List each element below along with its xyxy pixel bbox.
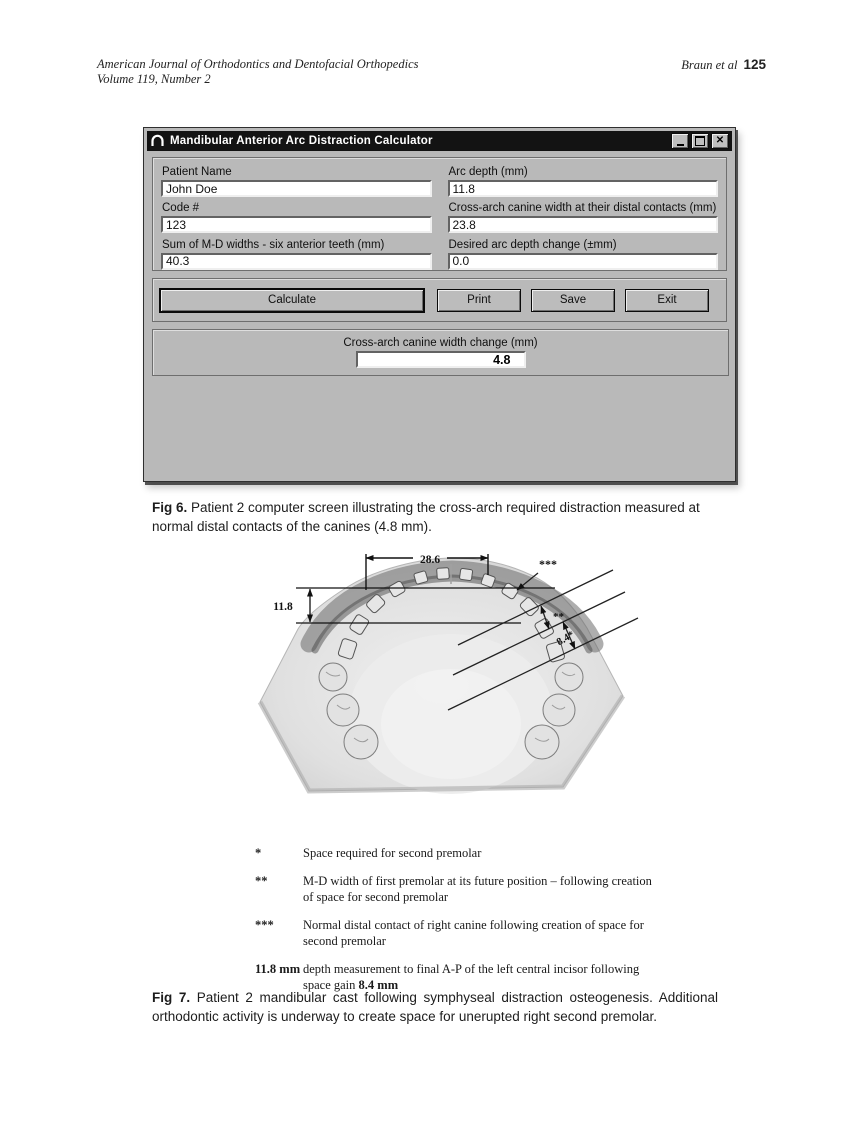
field-md-widths-sum <box>161 234 432 270</box>
field-desired-depth-change <box>448 234 719 270</box>
save-button[interactable]: Save <box>531 289 615 312</box>
field-code <box>161 197 432 233</box>
dental-cast-photo <box>260 558 623 794</box>
footnote-text: depth measurement to final A-P of the left central incisor following space gain <box>303 961 640 992</box>
canine-width-input[interactable] <box>448 216 719 233</box>
premolar-width-marker: ** <box>553 611 564 623</box>
author-citation: Braun et al <box>681 58 738 72</box>
md-widths-sum-input[interactable] <box>161 253 432 270</box>
fig7-caption <box>152 988 718 1026</box>
print-button[interactable]: Print <box>437 289 521 312</box>
journal-volume: Volume 119, Number 2 <box>97 72 211 86</box>
code-label: Code # <box>162 202 200 215</box>
minimize-icon <box>677 144 684 146</box>
field-patient-name <box>161 161 432 197</box>
field-canine-width <box>448 197 719 233</box>
space-gain-marker: 8.4* <box>555 629 577 649</box>
close-icon: ✕ <box>715 135 725 146</box>
fig7-text: Patient 2 mandibular cast following symphyseal distraction osteogenesis. Additional orthodontic activity is underway to create space for unerupted right second premolar. <box>152 990 718 1024</box>
window-title: Mandibular Anterior Arc Distraction Calculator <box>170 135 433 147</box>
footnote-row <box>255 917 653 950</box>
window-titlebar[interactable] <box>147 131 732 151</box>
maximize-button[interactable] <box>691 133 709 149</box>
close-button[interactable] <box>711 133 729 149</box>
field-arc-depth <box>448 161 719 197</box>
desired-depth-change-label: Desired arc depth change (±mm) <box>448 238 617 251</box>
canine-contact-marker: *** <box>539 557 557 571</box>
arc-depth-label: Arc depth (mm) <box>448 166 528 178</box>
arch-width-value: 28.6 <box>419 554 441 566</box>
input-fields-panel <box>152 157 727 271</box>
fig6-text: Patient 2 computer screen illustrating the cross-arch required distraction measured at normal distal contacts of the canines (4.8 mm). <box>152 500 700 534</box>
buttons-panel <box>152 278 727 322</box>
arc-depth-input[interactable] <box>448 180 719 197</box>
maximize-icon <box>695 136 705 146</box>
patient-name-input[interactable] <box>161 180 432 197</box>
minimize-button[interactable] <box>671 133 689 149</box>
calculate-button[interactable]: Calculate <box>160 289 424 312</box>
result-value-input[interactable] <box>356 351 526 368</box>
page-number: 125 <box>743 57 766 72</box>
md-widths-sum-label: Sum of M-D widths - six anterior teeth (mm) <box>162 238 385 251</box>
footnote-bold-text: 8.4 mm <box>358 978 399 992</box>
journal-title: American Journal of Orthodontics and Dentofacial Orthopedics <box>97 57 419 71</box>
footnote-symbol: 11.8 mm <box>255 961 301 976</box>
footnote-text: Normal distal contact of right canine following creation of space for second premolar <box>303 917 644 948</box>
footnote-text: Space required for second premolar <box>303 846 482 860</box>
calculator-window <box>143 127 736 482</box>
result-label: Cross-arch canine width change (mm) <box>343 337 538 349</box>
footnote-symbol: * <box>255 846 262 860</box>
patient-name-label: Patient Name <box>162 166 232 178</box>
page-header-right <box>681 57 766 73</box>
mandibular-cast-figure <box>253 542 655 836</box>
result-panel <box>152 329 729 376</box>
fig6-label: Fig 6. <box>152 500 188 515</box>
footnote-symbol: ** <box>255 873 268 888</box>
journal-header <box>97 57 419 87</box>
exit-button[interactable]: Exit <box>625 289 709 312</box>
canine-width-label: Cross-arch canine width at their distal contacts (mm) <box>448 202 717 215</box>
desired-depth-change-input[interactable] <box>448 253 719 270</box>
fig7-label: Fig 7. <box>152 990 191 1005</box>
fig6-caption <box>152 498 718 536</box>
footnote-row <box>255 845 653 862</box>
footnote-symbol: *** <box>255 917 274 932</box>
footnote-row <box>255 873 653 906</box>
code-input[interactable] <box>161 216 432 233</box>
dental-arch-icon <box>150 134 165 148</box>
arc-depth-value: 11.8 <box>273 601 293 613</box>
fig7-footnotes <box>255 845 653 1005</box>
footnote-text: M-D width of first premolar at its future position – following creation of space for second premolar <box>303 873 652 904</box>
